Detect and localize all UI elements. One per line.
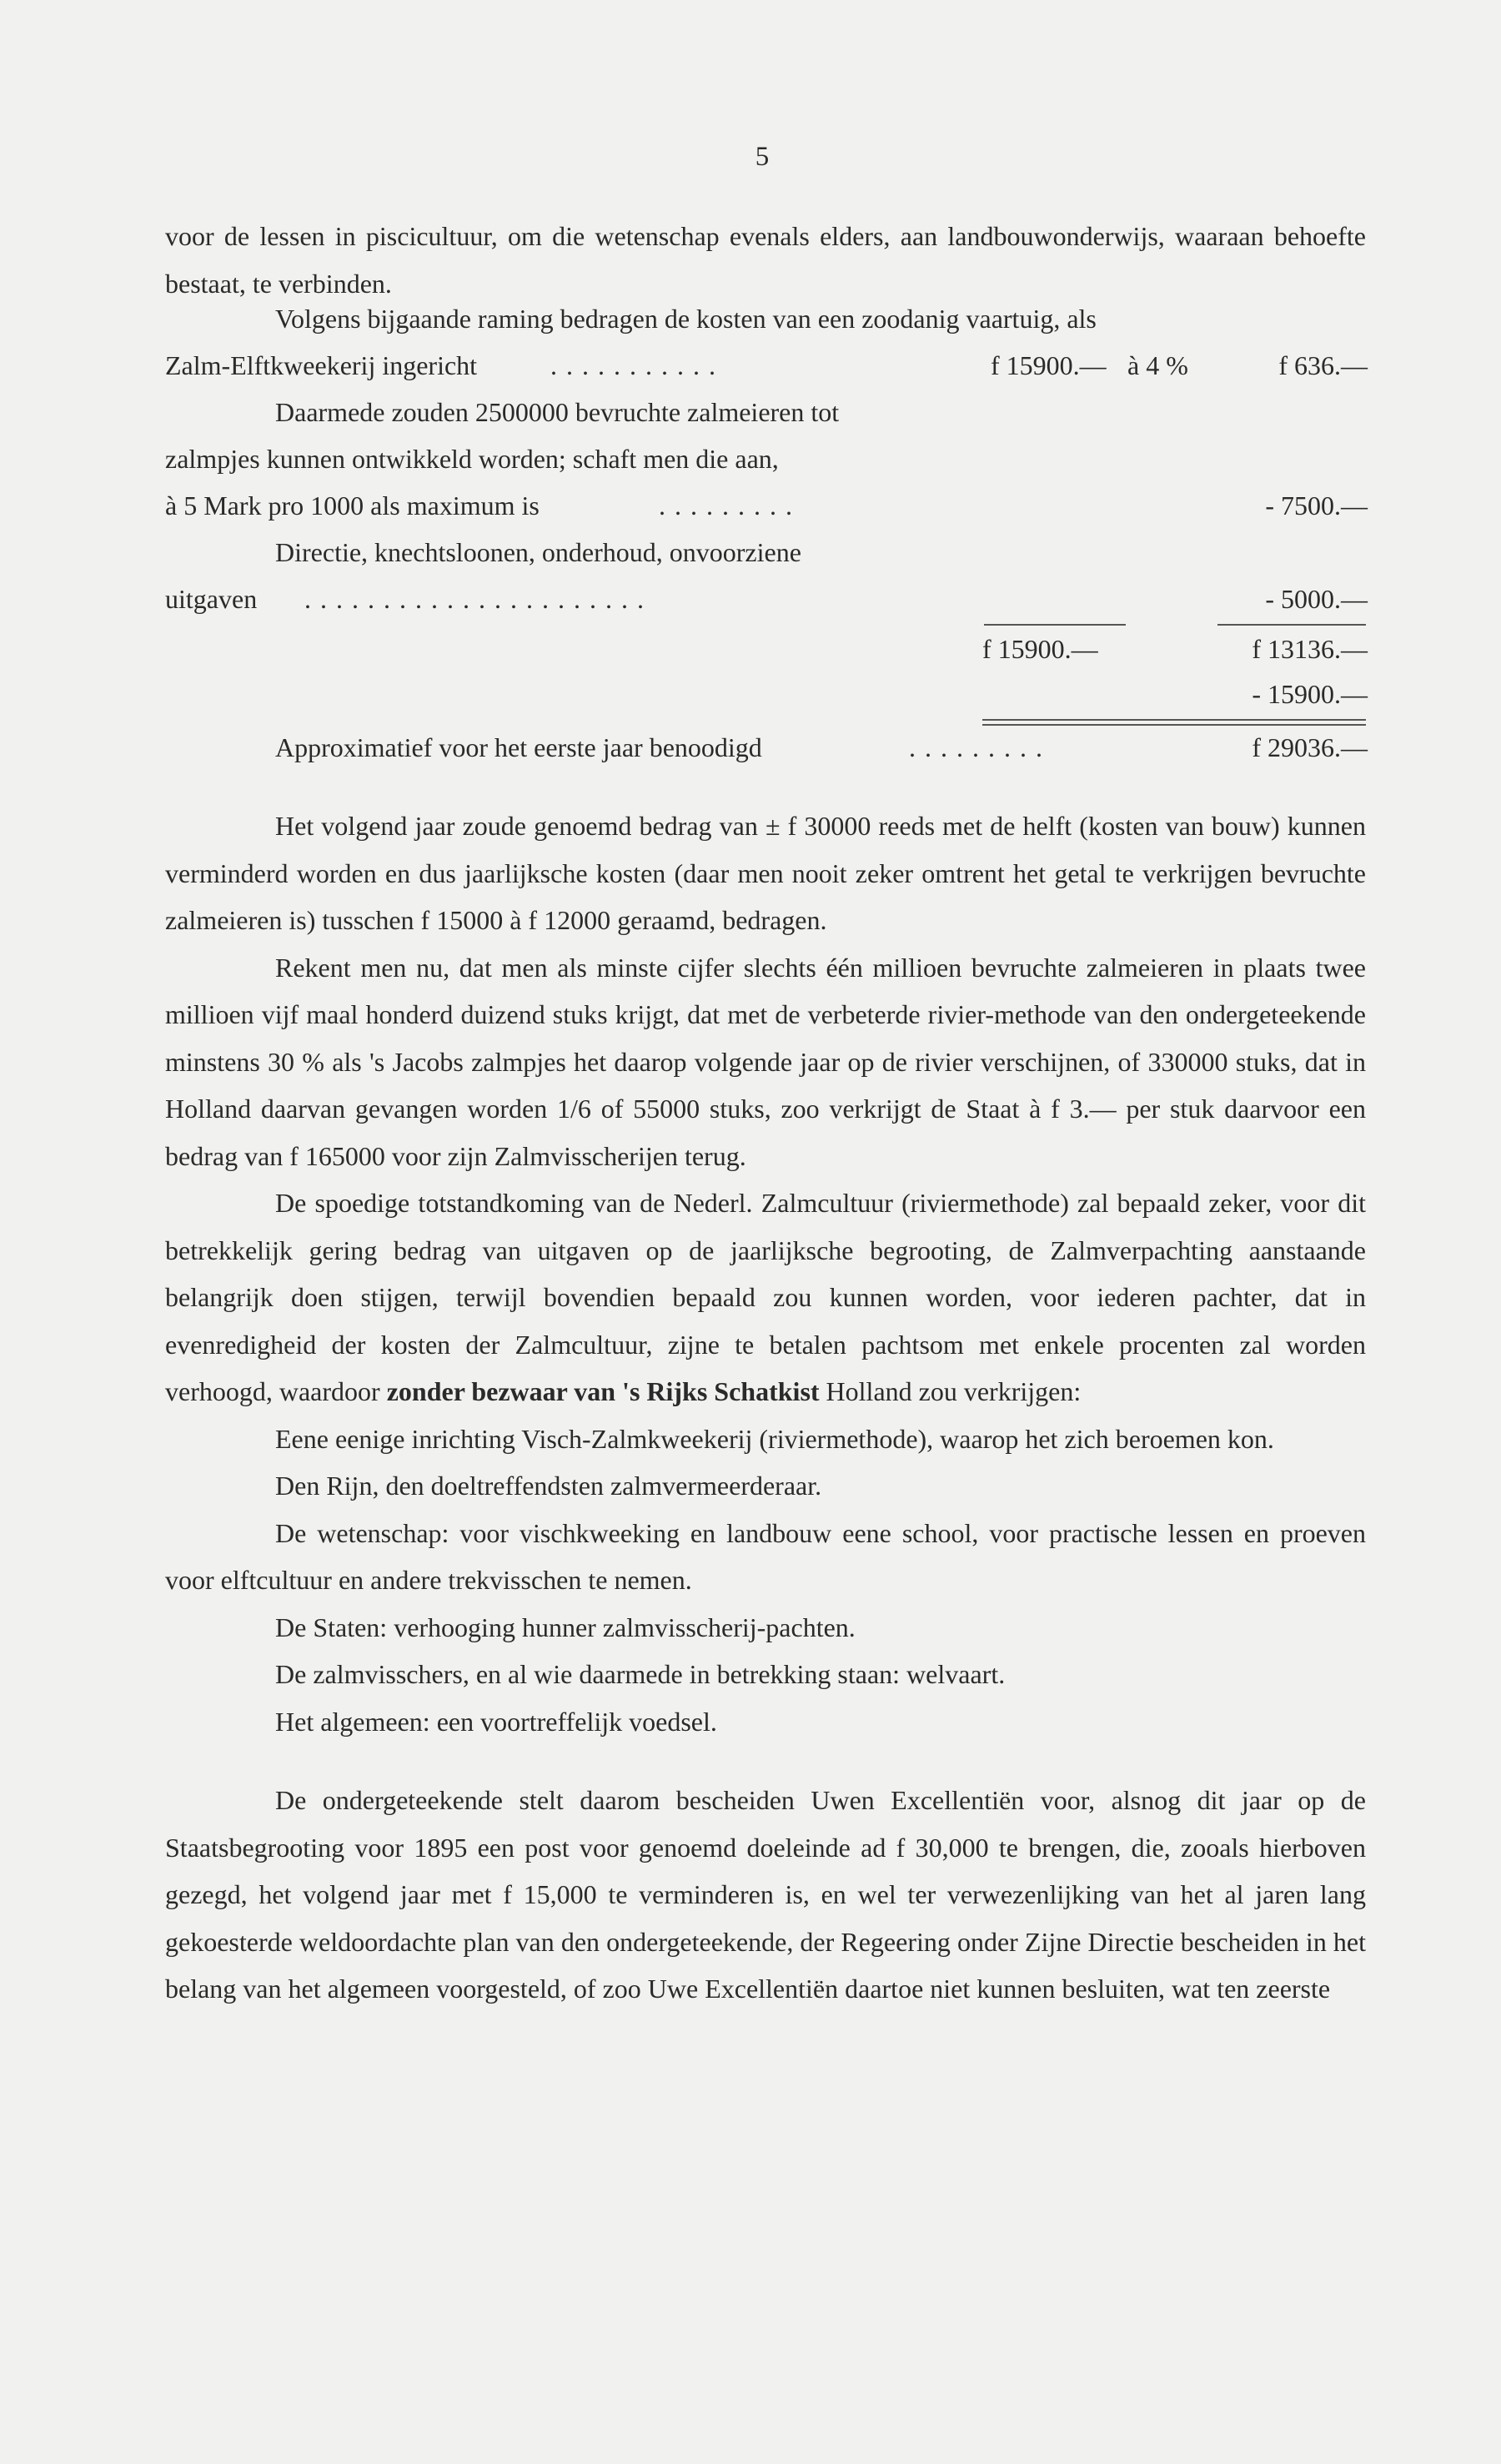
subtract-amount: - 15900.— <box>1252 679 1368 709</box>
paragraph-8: De zalmvisschers, en al wie daarmede in betrekking staan: welvaart. <box>275 1659 1006 1689</box>
paragraph-1: Het volgend jaar zoude genoemd bedrag van ± f 30000 reeds met de helft (kosten van bouw) kunnen verminderd worden en dus jaarlijksche kosten (daar men nooit zeker omtrent het getal te verkrijgen bevruchte zalmeieren is) tusschen f 15000 à f 12000 geraamd, bedragen. <box>165 811 1366 935</box>
estimate-line-5-label: à 5 Mark pro 1000 als maximum is <box>165 490 540 520</box>
page-number: 5 <box>755 142 770 172</box>
estimate-line-6: Directie, knechtsloonen, onderhoud, onvoorziene <box>275 537 801 567</box>
estimate-line-3: Daarmede zouden 2500000 bevruchte zalmeieren tot <box>275 397 840 427</box>
paragraph-9: Het algemeen: een voortreffelijk voedsel. <box>275 1706 717 1737</box>
paragraph-3-end: Holland zou verkrijgen: <box>826 1376 1082 1406</box>
estimate-line-7-amount: - 5000.— <box>1265 584 1368 614</box>
subtotal-rule-right <box>1217 624 1366 626</box>
paragraph-3 <box>165 1179 1366 1416</box>
estimate-line-5-amount: - 7500.— <box>1265 490 1368 520</box>
paragraph-7: De Staten: verhooging hunner zalmvisscherij-pachten. <box>275 1612 856 1642</box>
estimate-line-2-leader: ........... <box>550 350 725 380</box>
intro-text: voor de lessen in piscicultuur, om die wetenschap evenals elders, aan landbouwonderwijs, waaraan behoefte bestaat, te verbinden. <box>165 221 1366 299</box>
estimate-line-7-label: uitgaven <box>165 584 258 614</box>
body-text <box>165 802 1366 2013</box>
paragraph-5: Den Rijn, den doeltreffendsten zalmvermeerderaar. <box>275 1471 822 1501</box>
paragraph-2: Rekent men nu, dat men als minste cijfer slechts één millioen bevruchte zalmeieren in plaats twee millioen vijf maal honderd duizend stuks krijgt, dat met de verbeterde rivier-methode van den ondergeteekende minstens 30 % als 's Jacobs zalmpjes het daarop volgende jaar op de rivier verschijnen, of 330000 stuks, dat in Holland daarvan gevangen worden 1/6 of 55000 stuks, zoo verkrijgt de Staat à f 3.— per stuk daarvoor een bedrag van f 165000 voor zijn Zalmvisscherijen terug. <box>165 952 1366 1171</box>
intro-paragraph <box>165 213 1366 307</box>
subtotal-right: f 13136.— <box>1252 634 1368 664</box>
paragraph-3-text: De spoedige totstandkoming van de Nederl. Zalmcultuur (riviermethode) zal bepaald zeker, voor dit betrekkelijk gering bedrag van uitgaven op de jaarlijksche begrooting, de Zalmverpachting aanstaande belangrijk doen stijgen, terwijl bovendien bepaald zou kunnen worden, voor iederen pachter, dat in evenredigheid der kosten der Zalmcultuur, zijne te betalen pachtsom met enkele procenten zal worden verhoogd, waardoor <box>165 1188 1366 1406</box>
subtotal-rule-left <box>984 624 1126 626</box>
paragraph-3-emphasis: zonder bezwaar van 's Rijks Schatkist <box>386 1376 820 1406</box>
paragraph-10: De ondergeteekende stelt daarom bescheiden Uwen Excellentiën voor, alsnog dit jaar op de Staatsbegrooting voor 1895 een post voor genoemd doeleinde ad f 30,000 te brengen, die, zooals hierboven gezegd, het volgend jaar met f 15,000 te verminderen is, en wel ter verwezenlijking van het al jaren lang gekoesterde weldoordachte plan van den ondergeteekende, der Regeering onder Zijne Directie bescheiden in het belang van het algemeen voorgesteld, of zoo Uwe Excellentiën daartoe niet kunnen besluiten, wat ten zeerste <box>165 1785 1366 2004</box>
estimate-line-2-label: Zalm-Elftkweekerij ingericht <box>165 350 478 380</box>
total-label: Approximatief voor het eerste jaar benoodigd <box>275 732 762 762</box>
estimate-line-4: zalmpjes kunnen ontwikkeld worden; schaft men die aan, <box>165 444 779 474</box>
total-leader: ......... <box>909 732 1052 762</box>
estimate-line-5-leader: ......... <box>659 490 801 520</box>
estimate-line-2-amount: f 15900.— <box>991 350 1107 380</box>
total-amount: f 29036.— <box>1252 732 1368 762</box>
paragraph-6: De wetenschap: voor vischkweeking en landbouw eene school, voor practische lessen en proeven voor elftcultuur en andere trekvisschen te nemen. <box>165 1517 1366 1595</box>
estimate-line-1: Volgens bijgaande raming bedragen de kosten van een zoodanig vaartuig, als <box>275 304 1097 334</box>
paragraph-4: Eene eenige inrichting Visch-Zalmkweekerij (riviermethode), waarop het zich beroemen kon. <box>275 1423 1274 1454</box>
estimate-line-7-leader: ...................... <box>304 584 653 614</box>
estimate-line-2-rate: à 4 % <box>1127 350 1188 380</box>
subtotal-left: f 15900.— <box>982 634 1098 664</box>
estimate-line-2-interest: f 636.— <box>1278 350 1368 380</box>
total-double-rule <box>982 719 1366 726</box>
